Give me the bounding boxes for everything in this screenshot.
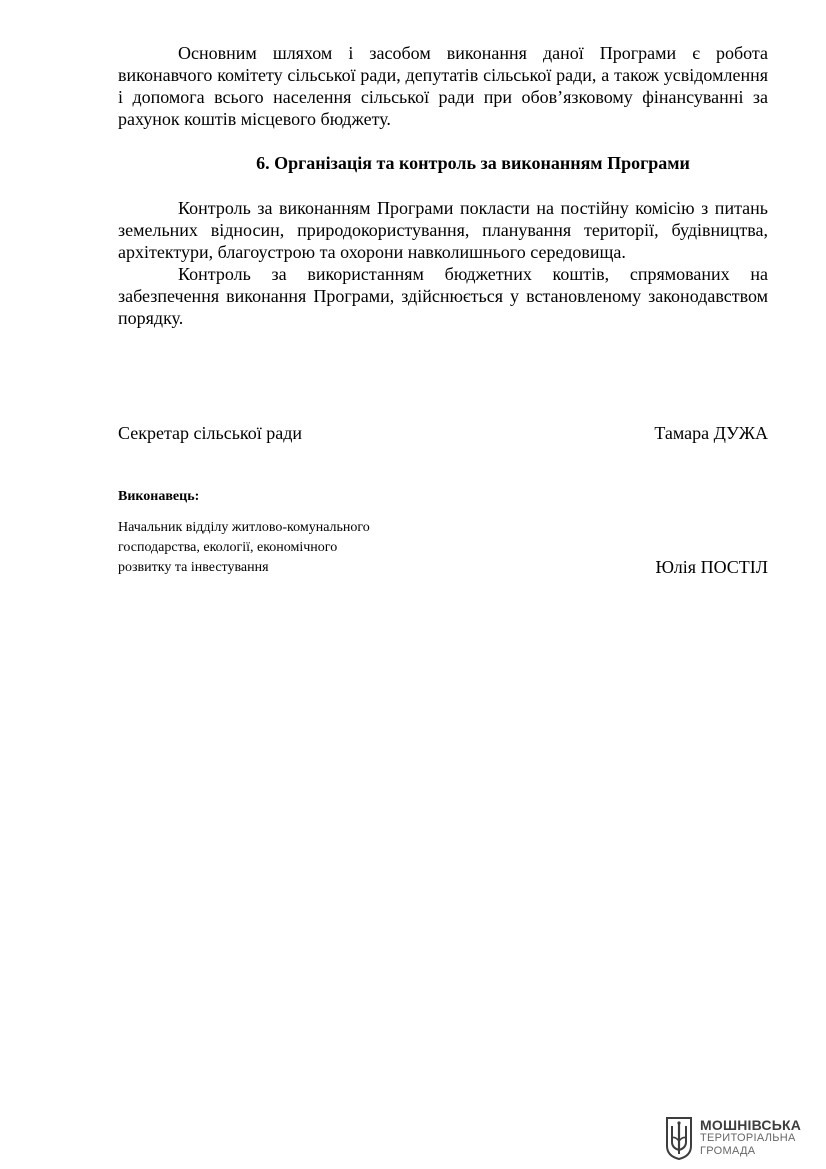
executor-name: Юлія ПОСТІЛ [655,557,768,577]
secretary-name: Тамара ДУЖА [654,423,768,443]
paragraph-program-implementation: Основним шляхом і засобом виконання даної Програми є робота виконавчого комітету сільської ради, депутатів сільської ради, а також усвідомлення і допомога всього населення сільської ради при обов’язковому фінансуванні за рахунок коштів місцевого бюджету. [118,43,768,129]
control-paragraphs-block [118,197,768,329]
executor-position-line: Начальник відділу житлово-комунального [118,520,370,535]
secretary-signature-row [118,422,768,444]
section-heading: 6. Організація та контроль за виконанням Програми [256,153,690,173]
executor-position-line: господарства, екології, економічного [118,540,338,555]
executor-position [118,518,370,578]
trident-emblem-icon [664,1116,694,1160]
paragraph-budget-control: Контроль за використанням бюджетних коштів, спрямованих на забезпечення виконання Програми, здійснюється у встановленому законодавством порядку. [118,264,768,328]
community-logo [664,1115,814,1161]
logo-text [700,1116,802,1158]
executor-signature-row [118,518,768,578]
executor-label: Виконавець: [118,489,200,504]
logo-line-territorial: ТЕРИТОРІАЛЬНА [700,1131,796,1144]
logo-line-community-name: МОШНІВСЬКА [700,1116,802,1133]
logo-line-community: ГРОМАДА [700,1144,756,1157]
executor-position-line: розвитку та інвестування [118,560,269,575]
secretary-title: Секретар сільської ради [118,423,303,443]
intro-paragraph-block [118,42,768,130]
paragraph-control-commission: Контроль за виконанням Програми покласти на постійну комісію з питань земельних відносин, природокористування, планування території, будівництва, архітектури, благоустрою та охорони навколишнього середовища. [118,198,768,262]
